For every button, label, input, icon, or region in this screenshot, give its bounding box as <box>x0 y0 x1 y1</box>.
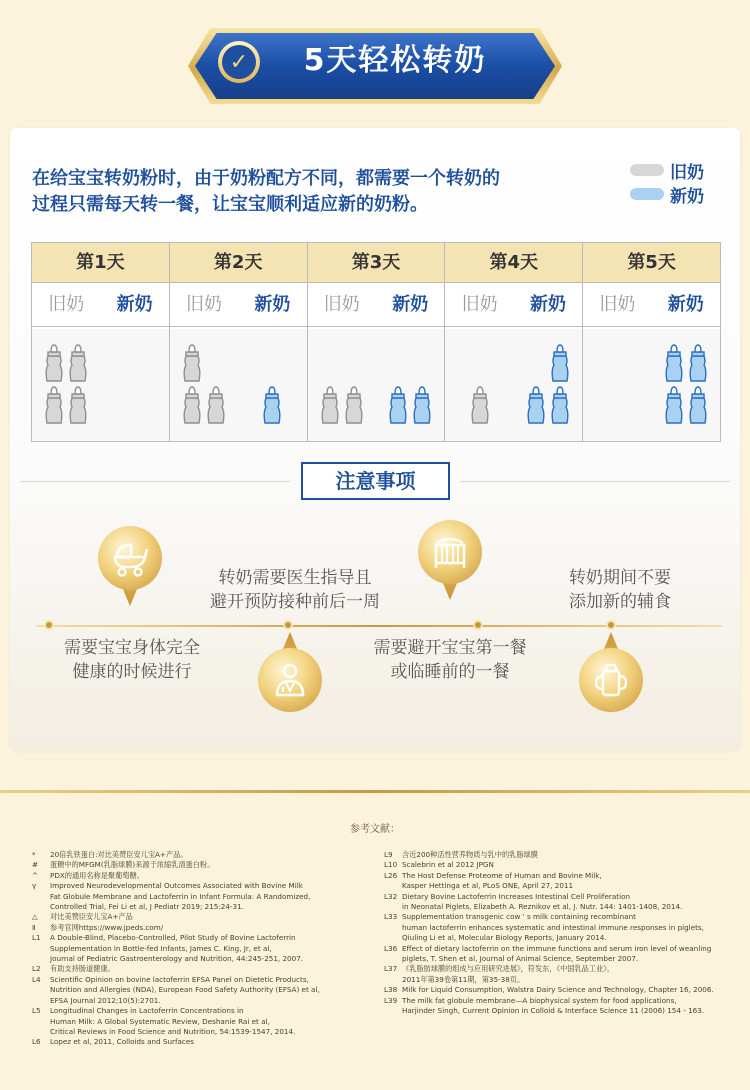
new-milk-bottle-icon <box>688 385 708 425</box>
old-milk-label: 旧奶 <box>461 294 498 315</box>
notice-text-line: 需要避开宝宝第一餐 <box>373 638 527 658</box>
day-header: 第1天 <box>32 243 169 283</box>
old-milk-bottle-icon <box>68 343 88 383</box>
reference-key: L39 <box>384 995 398 1005</box>
reference-text: Longitudinal Changes in Lactoferrin Concentrations in Human Milk: A Global Systematic Review, Deshanie Rai et al, Critical Reviews in Food Science and Nutrition, 54:1539-1547, 2014. <box>50 1006 296 1036</box>
intro-text: 在给宝宝转奶粉时，由于奶粉配方不同，都需要一个转奶的过程只需每天转一餐，让宝宝顺利适应新的奶粉。 <box>32 168 500 215</box>
reference-text: Milk for Liquid Consumption, Walstra Dairy Science and Technology, Chapter 16, 2006. <box>402 985 714 995</box>
reference-item <box>32 850 362 860</box>
day-column <box>583 243 720 441</box>
reference-text: The Host Defense Proteome of Human and Bovine Milk, Kasper Hettinga et al, PLoS ONE, April 27, 2011 <box>402 870 602 891</box>
timeline-dot <box>473 620 483 630</box>
reference-key: L6 <box>32 1037 41 1047</box>
reference-text: Dietary Bovine Lactoferrin Increases Intestinal Cell Proliferation in Neonatal Piglets, Elizabeth A. Reznikov et al, J. Nutr. 144: 1401-1408, 2014. <box>402 891 683 912</box>
notice-text-line: 健康的时候进行 <box>72 662 192 682</box>
reference-item <box>32 933 362 964</box>
new-milk-bottle-icon <box>262 385 282 425</box>
notice-text-line: 需要宝宝身体完全 <box>64 638 200 658</box>
reference-key: γ <box>32 881 37 891</box>
reference-item <box>32 1037 362 1047</box>
new-milk-swatch <box>630 188 664 200</box>
notice-item-text <box>32 636 232 684</box>
reference-key: L36 <box>384 943 398 953</box>
sippy-cup-icon <box>590 659 632 701</box>
notice-text-line: 或临睡前的一餐 <box>390 662 510 682</box>
timeline-dot <box>283 620 293 630</box>
reference-text: 参考官网https://www.jpeds.com/ <box>50 922 164 932</box>
sippy-cup-pin <box>579 648 643 728</box>
reference-text: 含近200种活性营养物质与乳中的乳脂球膜 <box>402 850 538 859</box>
day-header: 第2天 <box>170 243 307 283</box>
reference-item <box>384 964 729 985</box>
new-milk-bottle-icon <box>412 385 432 425</box>
legend-new <box>630 182 730 206</box>
legend <box>630 158 730 206</box>
legend-old-label: 旧奶 <box>670 162 704 183</box>
notice-item-text <box>350 636 550 684</box>
new-milk-bottle-icon <box>664 385 684 425</box>
reference-key: L38 <box>384 985 398 995</box>
reference-item <box>384 985 729 995</box>
reference-text: Improved Neurodevelopmental Outcomes Associated with Bovine Milk Fat Globule Membrane and Lactoferrin in Infant Formula: A Randomized, Controlled Trial, Fei Li et al, J Pediatr 2019; 215:24-31. <box>50 881 311 912</box>
new-milk-label: 新奶 <box>530 294 566 315</box>
old-milk-bottle-icon <box>320 385 340 425</box>
reference-text: A Double-Blind, Placebo-Controlled, Pilot Study of Bovine Lactoferrin Supplementation in Bottle-fed Infants, James C. King, Jr, et al, Journal of Pediatric Gastroenterology and Nutrition, 44:245-251, 2007. <box>50 933 304 964</box>
day-column <box>170 243 308 441</box>
title-banner <box>188 28 562 104</box>
reference-text: Lopez et al, 2011, Colloids and Surfaces <box>50 1037 195 1047</box>
timeline-dot <box>44 620 54 630</box>
reference-key: L26 <box>384 870 398 880</box>
day-header: 第5天 <box>583 243 720 283</box>
old-milk-label: 旧奶 <box>186 294 222 315</box>
reference-text: 20倍乳铁蛋白:对比美赞臣安儿宝A+产品。 <box>50 850 188 859</box>
reference-text: Supplementation transgenic cow ' s milk containing recombinant human lactoferrin enhances systematic and intestinal immune responses in piglets, Qiuling Li et al, Molecular Biology Reports, January 2014. <box>402 912 704 943</box>
day-column <box>32 243 170 441</box>
old-milk-bottle-icon <box>470 385 490 425</box>
reference-item <box>384 892 729 913</box>
references-left <box>32 850 362 1048</box>
stroller-pin <box>98 526 162 606</box>
reference-key: L5 <box>32 1006 41 1016</box>
notice-text-line: 避开预防接种前后一周 <box>210 592 380 612</box>
reference-key: L4 <box>32 974 41 984</box>
bottle-area <box>32 329 169 441</box>
notice-divider-right <box>460 481 730 482</box>
bottle-area <box>170 329 307 441</box>
reference-text: Scientific Opinion on bovine lactoferrin EFSA Panel on Dietetic Products, Nutrition and Allergies (NDA), European Food Safety Authority (EFSA) et al, EFSA Journal 2012;10(5):2701. <box>50 974 320 1005</box>
reference-key: L33 <box>384 912 398 922</box>
reference-item <box>384 996 729 1017</box>
day-subheader <box>583 283 720 327</box>
old-milk-label: 旧奶 <box>48 294 85 315</box>
reference-text: Scalebrin et al 2012 JPGN <box>402 860 494 870</box>
schedule-table <box>31 242 721 442</box>
reference-key: # <box>32 860 39 870</box>
day-subheader <box>308 283 445 327</box>
old-milk-bottle-icon <box>206 385 226 425</box>
check-icon: ✓ <box>218 41 260 83</box>
old-milk-bottle-icon <box>44 343 64 383</box>
notice-text-line: 转奶期间不要 <box>569 568 671 588</box>
main-panel <box>10 128 740 750</box>
day-column <box>308 243 446 441</box>
reference-item <box>32 1006 362 1037</box>
new-milk-bottle-icon <box>550 343 570 383</box>
day-subheader <box>170 283 307 327</box>
doctor-pin <box>258 648 322 728</box>
bottle-area <box>445 329 582 441</box>
reference-item <box>384 860 729 870</box>
reference-text: 有助支持肠道健康。 <box>50 964 115 974</box>
reference-key: L32 <box>384 891 398 901</box>
references-right <box>384 850 729 1017</box>
timeline-dot <box>606 620 616 630</box>
new-milk-label: 新奶 <box>254 294 291 315</box>
reference-item <box>384 912 729 943</box>
notice-heading: 注意事项 <box>301 462 450 500</box>
doctor-icon <box>269 659 311 701</box>
notice-divider-left <box>20 481 290 482</box>
reference-key: L9 <box>384 850 393 859</box>
reference-key: Ⅱ <box>32 922 36 932</box>
notice-item-text <box>185 566 405 614</box>
reference-item <box>32 912 362 922</box>
stroller-icon <box>109 537 151 579</box>
reference-text: 对比美赞臣安儿宝A+产品 <box>50 912 133 922</box>
page-title: 5天轻松转奶 <box>303 43 487 78</box>
new-milk-bottle-icon <box>688 343 708 383</box>
bottle-area <box>308 329 445 441</box>
reference-key: L10 <box>384 860 398 870</box>
new-milk-label: 新奶 <box>116 294 153 315</box>
reference-item <box>32 881 362 912</box>
legend-old <box>630 158 730 182</box>
old-milk-bottle-icon <box>44 385 64 425</box>
section-divider <box>0 790 750 793</box>
reference-item <box>32 964 362 974</box>
legend-new-label: 新奶 <box>670 186 704 207</box>
reference-key: L2 <box>32 964 41 974</box>
notice-item-text <box>530 566 710 614</box>
crib-pin <box>418 520 482 600</box>
old-milk-label: 旧奶 <box>599 294 636 315</box>
new-milk-bottle-icon <box>388 385 408 425</box>
day-subheader <box>445 283 582 327</box>
reference-text: Effect of dietary lactoferrin on the immune functions and serum iron level of weanling piglets, T. Shen et al, Journal of Animal Science, September 2007. <box>402 943 712 964</box>
old-milk-label: 旧奶 <box>323 294 360 315</box>
reference-key: ^ <box>32 870 39 880</box>
reference-item <box>384 871 729 892</box>
reference-item <box>32 871 362 881</box>
new-milk-label: 新奶 <box>667 294 704 315</box>
reference-key: △ <box>32 912 38 922</box>
reference-item <box>384 850 729 860</box>
reference-key: * <box>32 850 36 859</box>
reference-item <box>32 860 362 870</box>
reference-text: PDX的通用名称是聚葡萄糖。 <box>50 870 144 880</box>
reference-text: 蛋糖中的MFGM(乳脂球膜)来源于浓缩乳清蛋白粉。 <box>50 860 215 870</box>
new-milk-label: 新奶 <box>392 294 429 315</box>
reference-key: L1 <box>32 933 41 943</box>
reference-item <box>32 923 362 933</box>
bottle-area <box>583 329 720 441</box>
notice-text-line: 添加新的辅食 <box>569 592 671 612</box>
notice-timeline <box>36 625 722 627</box>
new-milk-bottle-icon <box>664 343 684 383</box>
day-header: 第3天 <box>308 243 445 283</box>
old-milk-bottle-icon <box>344 385 364 425</box>
day-header: 第4天 <box>445 243 582 283</box>
reference-text: 《乳脂肪球膜的组成与应用研究进展》，符发东，《中国乳品工业》， 2011年第39卷第11期，第35-38页。 <box>402 964 615 984</box>
old-milk-swatch <box>630 164 664 176</box>
reference-key: L37 <box>384 964 398 974</box>
old-milk-bottle-icon <box>182 343 202 383</box>
references-title: 参考文献： <box>350 824 400 835</box>
new-milk-bottle-icon <box>526 385 546 425</box>
old-milk-bottle-icon <box>68 385 88 425</box>
day-subheader <box>32 283 169 327</box>
new-milk-bottle-icon <box>550 385 570 425</box>
reference-item <box>32 975 362 1006</box>
day-column <box>445 243 583 441</box>
old-milk-bottle-icon <box>182 385 202 425</box>
reference-text: The milk fat globule membrane—A biophysical system for food applications, Harjinder Singh, Current Opinion in Colloid & Interface Science 11 (2006) 154 - 163. <box>402 995 705 1016</box>
crib-icon <box>429 531 471 573</box>
reference-item <box>384 944 729 965</box>
notice-text-line: 转奶需要医生指导且 <box>218 568 372 588</box>
